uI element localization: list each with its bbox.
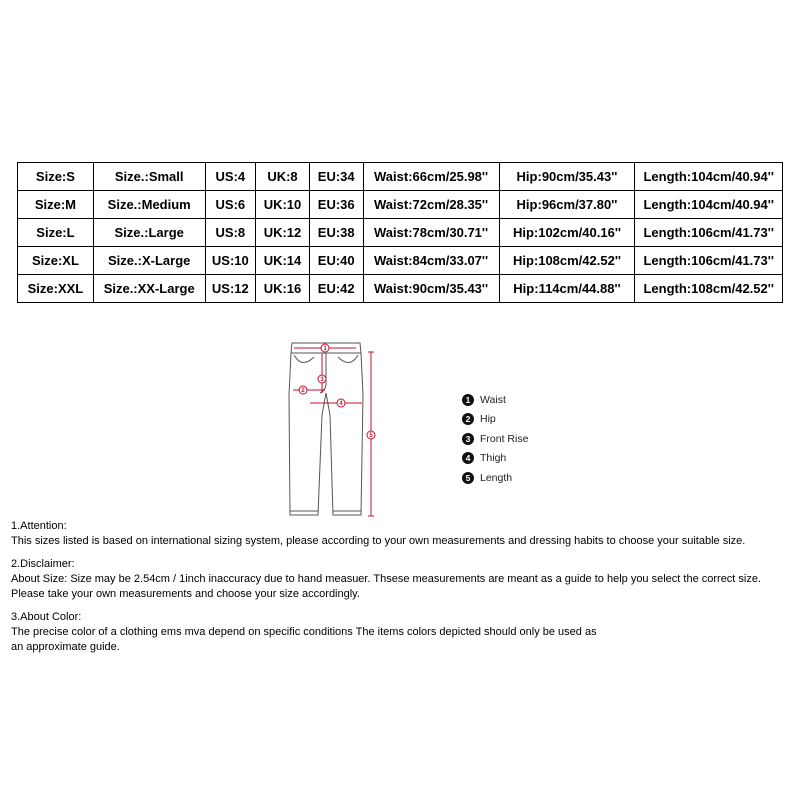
legend-number-badge: 5 [462, 472, 474, 484]
hip-cell: Hip:90cm/35.43'' [499, 163, 635, 191]
eu-size-cell: EU:34 [309, 163, 363, 191]
size-cell: Size:XL [18, 247, 94, 275]
legend-label: Thigh [480, 452, 507, 465]
attention-text: This sizes listed is based on international sizing system, please according to your own measurements and dressing habits to choose your suitable size. [11, 535, 746, 547]
hip-marker-number: 2 [301, 388, 305, 395]
uk-size-cell: UK:8 [256, 163, 310, 191]
size-cell: Size:XXL [18, 275, 94, 303]
size-name-cell: Size.:X-Large [93, 247, 205, 275]
legend-label: Hip [480, 413, 496, 426]
size-chart-table [17, 162, 783, 303]
waist-cell: Waist:66cm/25.98'' [363, 163, 499, 191]
legend-label: Length [480, 471, 513, 484]
uk-size-cell: UK:14 [256, 247, 310, 275]
legend-label: Waist [480, 393, 506, 406]
legend-item-waist [462, 390, 528, 410]
uk-size-cell: UK:16 [256, 275, 310, 303]
size-notes [11, 519, 800, 655]
waist-cell: Waist:78cm/30.71'' [363, 219, 499, 247]
uk-size-cell: UK:10 [256, 191, 310, 219]
table-row [18, 247, 783, 275]
thigh-marker-number: 4 [339, 401, 343, 408]
hip-cell: Hip:102cm/40.16'' [499, 219, 635, 247]
table-row [18, 219, 783, 247]
eu-size-cell: EU:40 [309, 247, 363, 275]
eu-size-cell: EU:38 [309, 219, 363, 247]
legend-number-badge: 2 [462, 413, 474, 425]
legend-number-badge: 4 [462, 452, 474, 464]
front-rise-marker-number: 3 [320, 377, 324, 384]
size-cell: Size:M [18, 191, 94, 219]
size-cell: Size:L [18, 219, 94, 247]
length-cell: Length:106cm/41.73'' [635, 247, 783, 275]
disclaimer-title: 2.Disclaimer: [11, 558, 75, 570]
waist-cell: Waist:90cm/35.43'' [363, 275, 499, 303]
disclaimer-text: Please take your own measurements and choose your size accordingly. [11, 588, 360, 600]
disclaimer-text: About Size: Size may be 2.54cm / 1inch inaccuracy due to hand measuer. Thsese measurements are meant as a guide to help you select the correct size. [11, 573, 762, 585]
color-text: The precise color of a clothing ems mva depend on specific conditions The items colors depicted should only be used as [11, 626, 597, 638]
pants-measurement-diagram [270, 335, 390, 525]
legend-item-front-rise [462, 429, 528, 449]
size-cell: Size:S [18, 163, 94, 191]
size-name-cell: Size.:Large [93, 219, 205, 247]
us-size-cell: US:8 [205, 219, 256, 247]
length-cell: Length:106cm/41.73'' [635, 219, 783, 247]
us-size-cell: US:6 [205, 191, 256, 219]
us-size-cell: US:10 [205, 247, 256, 275]
length-cell: Length:108cm/42.52'' [635, 275, 783, 303]
us-size-cell: US:4 [205, 163, 256, 191]
eu-size-cell: EU:42 [309, 275, 363, 303]
legend-item-hip [462, 410, 528, 430]
eu-size-cell: EU:36 [309, 191, 363, 219]
legend-item-thigh [462, 449, 528, 469]
length-cell: Length:104cm/40.94'' [635, 163, 783, 191]
uk-size-cell: UK:12 [256, 219, 310, 247]
table-row [18, 191, 783, 219]
hip-cell: Hip:108cm/42.52'' [499, 247, 635, 275]
hip-cell: Hip:114cm/44.88'' [499, 275, 635, 303]
size-name-cell: Size.:XX-Large [93, 275, 205, 303]
waist-cell: Waist:84cm/33.07'' [363, 247, 499, 275]
waist-cell: Waist:72cm/28.35'' [363, 191, 499, 219]
legend-item-length [462, 468, 528, 488]
waist-marker-number: 1 [323, 346, 327, 353]
legend-number-badge: 3 [462, 433, 474, 445]
measurement-legend [462, 390, 528, 488]
table-row [18, 163, 783, 191]
hip-cell: Hip:96cm/37.80'' [499, 191, 635, 219]
length-marker-number: 5 [369, 433, 373, 440]
length-cell: Length:104cm/40.94'' [635, 191, 783, 219]
color-text: an approximate guide. [11, 641, 120, 653]
attention-title: 1.Attention: [11, 520, 67, 532]
table-row [18, 275, 783, 303]
us-size-cell: US:12 [205, 275, 256, 303]
size-name-cell: Size.:Medium [93, 191, 205, 219]
legend-label: Front Rise [480, 432, 529, 445]
pants-outline [289, 343, 363, 515]
legend-number-badge: 1 [462, 394, 474, 406]
size-name-cell: Size.:Small [93, 163, 205, 191]
color-title: 3.About Color: [11, 611, 82, 623]
